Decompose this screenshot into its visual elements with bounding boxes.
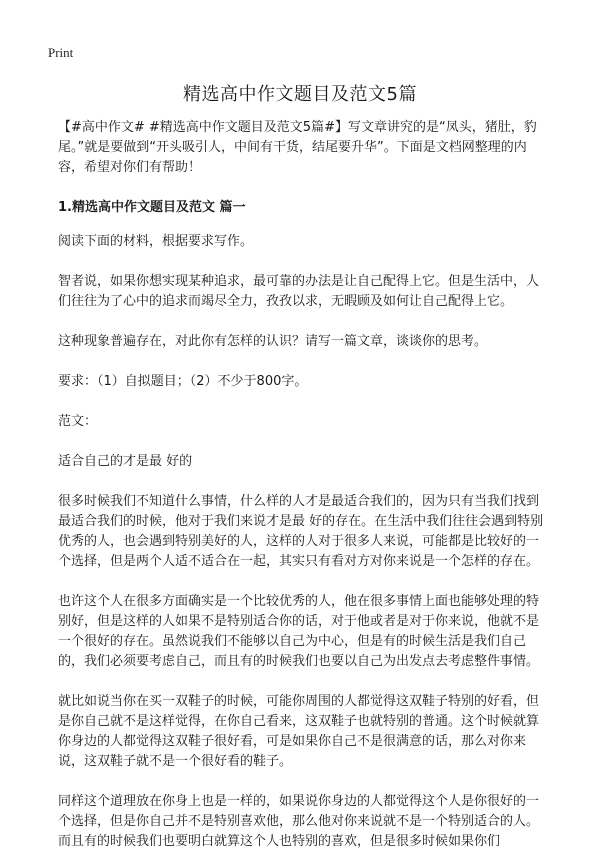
paragraph-requirements: 要求：（1）自拟题目；（2）不少于800字。 [58, 374, 308, 389]
paragraph-question: 这种现象普遍存在，对此你有怎样的认识？请写一篇文章，谈谈你的思考。 [58, 334, 488, 349]
essay-paragraph: 很多时候我们不知道什么事情，什么样的人才是最适合我们的，因为只有当我们找到最适合我们的时候，他对于我们来说才是最 好的存在。在生活中我们往往会遇到特别优秀的人，也会遇到特别美好的人，这样的人对于很多人来说，可能都是比较好的一个选择，但是两个人适不适合在一起，其实只有看对方对你来说是一个怎样的存在。 [58, 494, 544, 569]
intro-paragraph: 【#高中作文# #精选高中作文题目及范文5篇#】写文章讲究的是“凤头，猪肚，豹尾。”就是要做到“开头吸引人，中间有干货，结尾要升华”。下面是文档网整理的内容，希望对你们有帮助！ [58, 120, 537, 175]
section-heading: 1.精选高中作文题目及范文 篇一 [58, 200, 246, 215]
essay-paragraph: 同样这个道理放在你身上也是一样的，如果说你身边的人都觉得这个人是你很好的一个选择，但是你自己并不是特别喜欢他，那么他对你来说就不是一个特别适合的人。而且有的时候我们也要明白就算这个人也特别的喜欢，但是很多时候如果你们 [58, 794, 540, 849]
document-body [58, 118, 546, 864]
essay-paragraph: 就比如说当你在买一双鞋子的时候，可能你周围的人都觉得这双鞋子特别的好看，但是你自己就不是这样觉得，在你自己看来，这双鞋子也就特别的普通。这个时候就算你身边的人都觉得这双鞋子很好看，可是如果你自己不是很满意的话，那么对你来说，这双鞋子就不是一个很好看的鞋子。 [58, 694, 540, 769]
paragraph-instruction: 阅读下面的材料，根据要求写作。 [58, 234, 254, 249]
essay-paragraph: 也许这个人在很多方面确实是一个比较优秀的人，他在很多事情上面也能够处理的特别好，但是这样的人如果不是特别适合你的话，对于他或者是对于你来说，他就不是一个很好的存在。虽然说我们不能够以自己为中心，但是有的时候生活是我们自己的，我们必须要考虑自己，而且有的时候我们也要以自己为出发点去考虑整件事情。 [58, 594, 540, 669]
print-link[interactable]: Print [48, 45, 74, 60]
paragraph-sample-label: 范文： [58, 414, 98, 429]
document-title: 精选高中作文题目及范文5篇 [183, 84, 417, 105]
paragraph-material: 智者说，如果你想实现某种追求，最可靠的办法是让自己配得上它。但是生活中，人们往往为了心中的追求而竭尽全力，孜孜以求，无暇顾及如何让自己配得上它。 [58, 274, 540, 309]
essay-title: 适合自己的才是最 好的 [58, 454, 193, 469]
